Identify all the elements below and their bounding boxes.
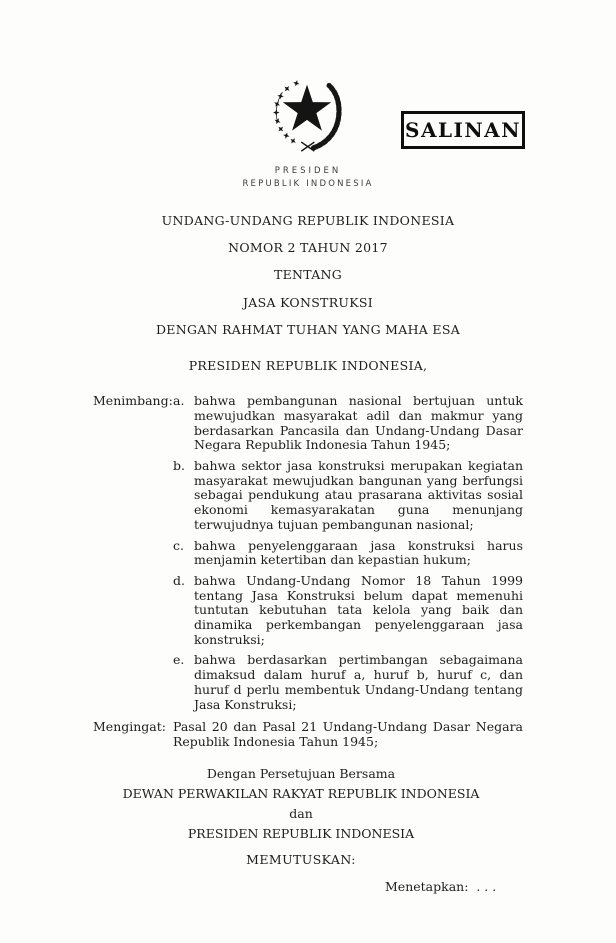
presidential-emblem-icon <box>265 74 349 156</box>
invocation-line: DENGAN RAHMAT TUHAN YANG MAHA ESA <box>155 321 461 337</box>
considering-item-b <box>173 459 523 533</box>
considering-items <box>173 394 523 712</box>
title-line-1: UNDANG-UNDANG REPUBLIK INDONESIA <box>161 213 455 228</box>
decision-heading: MEMUTUSKAN: <box>246 852 356 867</box>
agreement-line-dan: dan <box>289 806 313 822</box>
agreement-block <box>93 767 509 842</box>
considering-item-c <box>173 539 523 568</box>
authority-line: PRESIDEN REPUBLIK INDONESIA, <box>188 357 428 373</box>
agreement-line-1: Dengan Persetujuan Bersama <box>206 765 396 781</box>
item-letter: c. <box>173 537 184 553</box>
letterhead-presiden: PRESIDEN <box>274 166 342 176</box>
document-title <box>93 214 523 310</box>
considering-item-d <box>173 574 523 648</box>
recalling-section <box>93 720 523 749</box>
document-body <box>93 214 523 868</box>
recalling-text: Pasal 20 dan Pasal 21 Undang-Undang Dasar Negara Republik Indonesia Tahun 1945; <box>173 719 523 749</box>
item-text: bahwa berdasarkan pertimbangan sebagaimana dimaksud dalam huruf a, huruf b, huruf c, dan huruf d perlu membentuk Undang-Undang tentang Jasa Konstruksi; <box>194 652 523 712</box>
considering-label: Menimbang: <box>93 393 173 409</box>
considering-item-e <box>173 653 523 712</box>
recalling-label: Mengingat: <box>93 719 166 735</box>
title-line-tentang: TENTANG <box>273 267 343 283</box>
cotton-blossoms <box>273 79 301 145</box>
salinan-stamp <box>401 111 525 149</box>
letterhead <box>0 166 616 189</box>
considering-item-a <box>173 394 523 453</box>
item-text: bahwa Undang-Undang Nomor 18 Tahun 1999 tentang Jasa Konstruksi belum dapat memenuhi tuntutan kebutuhan tata kelola yang baik dan dinamika perkembangan penyelenggaraan jasa konstruksi; <box>194 572 523 647</box>
item-text: bahwa pembangunan nasional bertujuan untuk mewujudkan masyarakat adil dan makmur yang berdasarkan Pancasila dan Undang-Undang Dasar Negara Republik Indonesia Tahun 1945; <box>194 393 523 453</box>
title-line-subject: JASA KONSTRUKSI <box>243 294 373 310</box>
item-letter: b. <box>173 458 185 474</box>
item-text: bahwa sektor jasa konstruksi merupakan kegiatan masyarakat mewujudkan bangunan yang berfungsi sebagai pendukung atau prasarana aktivitas sosial ekonomi kemasyarakatan guna menunjang terwujudnya tujuan pembangunan nasional; <box>194 458 523 532</box>
agreement-line-presiden: PRESIDEN REPUBLIK INDONESIA <box>187 826 415 842</box>
considering-section <box>93 394 523 712</box>
salinan-stamp-label: SALINAN <box>405 118 521 142</box>
star-shape <box>283 85 331 131</box>
item-letter: e. <box>173 652 185 668</box>
item-letter: d. <box>173 572 185 588</box>
title-line-number: NOMOR 2 TAHUN 2017 <box>228 240 388 256</box>
agreement-line-dpr: DEWAN PERWAKILAN RAKYAT REPUBLIK INDONESIA <box>122 785 480 801</box>
catchword-menetapkan: Menetapkan: . . . <box>385 879 497 894</box>
item-text: bahwa penyelenggaraan jasa konstruksi harus menjamin ketertiban dan kepastian hukum; <box>194 537 523 568</box>
item-letter: a. <box>173 393 185 409</box>
letterhead-republik-indonesia: REPUBLIK INDONESIA <box>242 179 374 189</box>
